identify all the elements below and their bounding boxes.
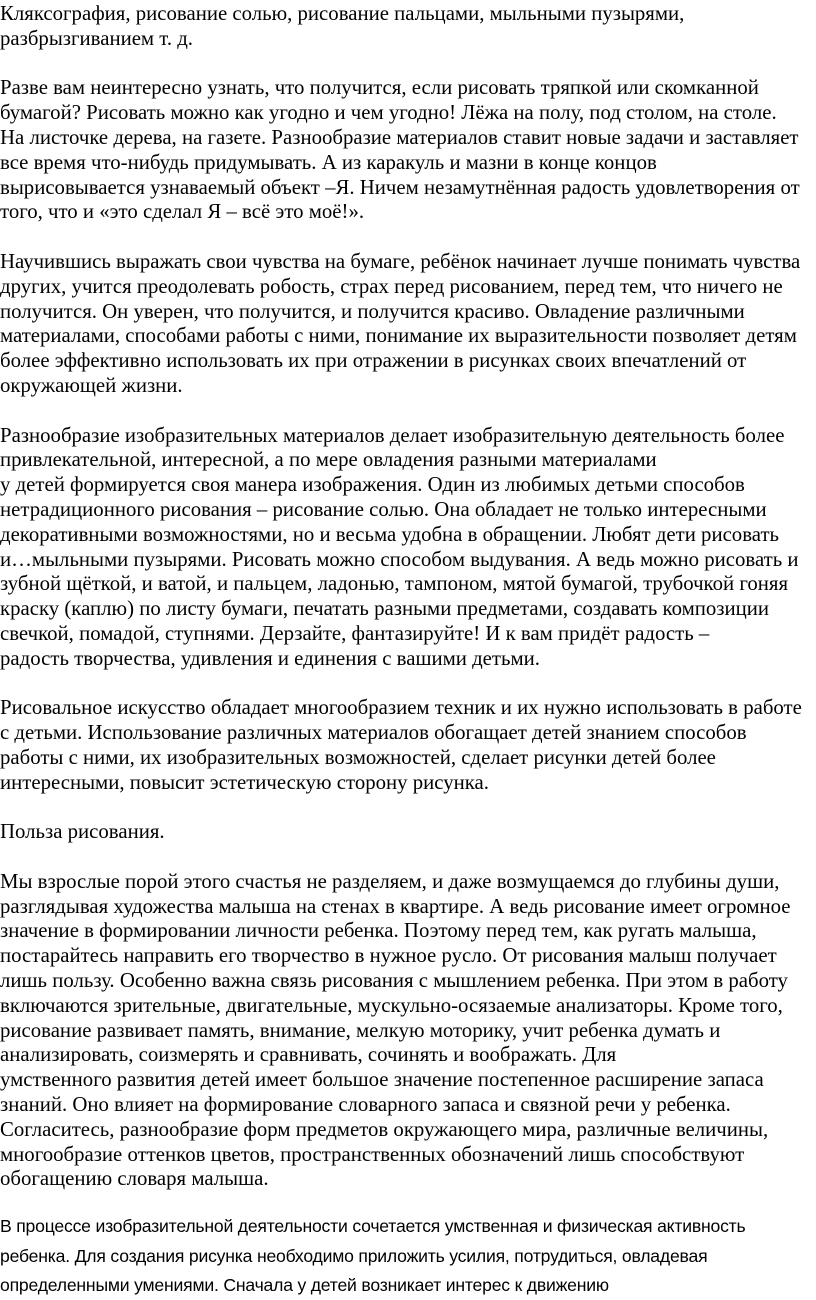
paragraph-materials: Разве вам неинтересно узнать, что получится, если рисовать тряпкой или скомканной бумагой? Рисовать можно как угодно и чем угодно! Лёжа на полу, под столом, на столе. На листочке дерева, на газете. Разнообразие материалов ставит новые задачи и заставляет все время что-нибудь придумывать. А из каракуль и мазни в конце концов вырисовывается узнаваемый объект –Я. Ничем незамутнённая радость удовлетворения от того, что и «это сделал Я – всё это моё!». bbox=[0, 76, 800, 224]
paragraph-benefits: Мы взрослые порой этого счастья не разделяем, и даже возмущаемся до глубины души, разглядывая художества малыша на стенах в квартире. А ведь рисование имеет огромное значение в формировании личности ребенка. Поэтому перед тем, как ругать малыша, постарайтесь направить его творчество в нужное русло. От рисования малыш получает лишь пользу. Особенно важна связь рисования с мышлением ребенка. При этом в работу включаются зрительные, двигательные, мускульно-осязаемые анализаторы. Кроме того, рисование развивает память, внимание, мелкую моторику, учит ребенка думать и анализировать, соизмерять и сравнивать, сочинять и воображать. Для умственного развития детей имеет большое значение постепенное расширение запаса знаний. Оно влияет на формирование словарного запаса и связной речи у ребенка. Согласитесь, разнообразие форм предметов окружающего мира, различные величины, многообразие оттенков цветов, пространственных обозначений лишь способствуют обогащению словаря малыша. bbox=[0, 869, 791, 1191]
section-heading-benefits: Польза рисования. bbox=[0, 820, 165, 844]
paragraph-techniques: Рисовальное искусство обладает многообразием техник и их нужно использовать в работе с детьми. Использование различных материалов обогащает детей знанием способов работы с ними, их изобразительных возможностей, сделает рисунки детей более интересными, повысит эстетическую сторону рисунка. bbox=[0, 696, 802, 794]
paragraph-variety-materials: Разнообразие изобразительных материалов делает изобразительную деятельность более привлекательной, интересной, а по мере овладения разными материалами у детей формируется своя манера изображения. Один из любимых детьми способов нетрадиционного рисования – рисование солью. Она обладает не только интересными декоративными возможностями, но и весьма удобна в обращении. Любят дети рисовать и…мыльными пузырями. Рисовать можно способом выдувания. А ведь можно рисовать и зубной щёткой, и ватой, и пальцем, ладонью, тампоном, мятой бумагой, трубочкой гоняя краску (каплю) по листу бумаги, печатать разными предметами, создавать композиции свечкой, помадой, ступнями. Дерзайте, фантазируйте! И к вам придёт радость – радость творчества, удивления и единения с вашими детьми. bbox=[0, 423, 799, 670]
paragraph-activity: В процессе изобразительной деятельности сочетается умственная и физическая активность ребенка. Для создания рисунка необходимо приложить усилия, потрудиться, овладевая определенными умениями. Сначала у детей возникает интерес к движению bbox=[0, 1216, 746, 1295]
paragraph-intro-techniques: Кляксография, рисование солью, рисование пальцами, мыльными пузырями, разбрызгиванием т. д. bbox=[0, 2, 685, 50]
paragraph-feelings: Научившись выражать свои чувства на бумаге, ребёнок начинает лучше понимать чувства других, учится преодолевать робость, страх перед рисованием, перед тем, что ничего не получится. Он уверен, что получится, и получится красиво. Овладение различными материалами, способами работы с ними, понимание их выразительности позволяет детям более эффективно использовать их при отражении в рисунках своих впечатлений от окружающей жизни. bbox=[0, 249, 801, 397]
